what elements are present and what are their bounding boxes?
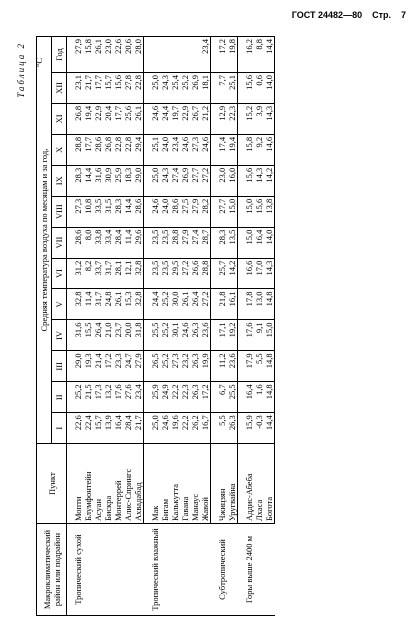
page-header bbox=[292, 10, 406, 24]
point-cell: Блумфонтейн bbox=[83, 444, 93, 524]
value-cell: 25,2 bbox=[160, 320, 170, 351]
point-cell: Асуан bbox=[93, 444, 103, 524]
point-cell: Бигам bbox=[160, 444, 170, 524]
value-cell: 26,3 bbox=[227, 413, 238, 444]
value-cell: 27,2 bbox=[180, 258, 190, 289]
value-cell: 5,5 bbox=[217, 413, 227, 444]
value-cell: 29,0 bbox=[133, 165, 144, 196]
value-cell: 15,9 bbox=[244, 413, 254, 444]
value-cell: 14,8 bbox=[264, 351, 275, 382]
value-cell: 23,0 bbox=[217, 165, 227, 196]
value-cell: 24,7 bbox=[123, 351, 133, 382]
value-cell: 19,8 bbox=[227, 37, 238, 73]
value-cell: 25,9 bbox=[150, 382, 160, 413]
value-cell: 22,2 bbox=[180, 413, 190, 444]
value-cell: 27,9 bbox=[73, 37, 83, 73]
point-cell: Калькутта bbox=[170, 444, 180, 524]
value-cell: 31,2 bbox=[73, 258, 83, 289]
value-cell: 19,2 bbox=[227, 320, 238, 351]
value-cell: 23,4 bbox=[170, 134, 180, 165]
point-cell: Манаус bbox=[190, 444, 200, 524]
value-cell: 25,1 bbox=[150, 134, 160, 165]
value-cell: 30,9 bbox=[103, 165, 113, 196]
value-cell: 25,0 bbox=[150, 165, 160, 196]
value-cell: 27,9 bbox=[180, 227, 190, 258]
value-cell: 23,5 bbox=[150, 258, 160, 289]
value-cell: 25,4 bbox=[170, 72, 180, 103]
point-cell: Богота bbox=[264, 444, 275, 524]
value-cell: 23,5 bbox=[160, 227, 170, 258]
value-cell: 24,3 bbox=[160, 165, 170, 196]
value-cell: 22,9 bbox=[180, 103, 190, 134]
value-cell: 26,9 bbox=[180, 165, 190, 196]
value-cell: 26,1 bbox=[93, 37, 103, 73]
value-cell: 27,4 bbox=[190, 227, 200, 258]
value-cell: 23,6 bbox=[200, 320, 211, 351]
value-cell: 14,3 bbox=[264, 103, 275, 134]
value-cell: 25,9 bbox=[113, 165, 123, 196]
value-cell: 26,2 bbox=[190, 413, 200, 444]
value-cell: 27,9 bbox=[190, 196, 200, 227]
page-number: 7 bbox=[400, 10, 406, 20]
value-cell: 15,7 bbox=[103, 72, 113, 103]
value-cell: 21,7 bbox=[83, 72, 93, 103]
value-cell: 26,5 bbox=[150, 351, 160, 382]
value-cell: 26,7 bbox=[190, 103, 200, 134]
value-cell: 28,4 bbox=[113, 227, 123, 258]
value-cell: 21,2 bbox=[200, 103, 211, 134]
value-cell: 6,7 bbox=[217, 382, 227, 413]
value-cell: -0,3 bbox=[254, 413, 264, 444]
value-cell: 28,3 bbox=[217, 227, 227, 258]
point-cell: Мопти bbox=[73, 444, 83, 524]
value-cell: 17,9 bbox=[244, 351, 254, 382]
region-cell: Тропический сухой bbox=[73, 524, 144, 616]
value-cell: 7,7 bbox=[217, 72, 227, 103]
standard-number: ГОСТ 24482—80 bbox=[291, 10, 363, 20]
month-header: III bbox=[52, 351, 67, 382]
value-cell: 15,2 bbox=[244, 103, 254, 134]
value-cell: 25,2 bbox=[160, 289, 170, 320]
value-cell: 13,5 bbox=[227, 227, 238, 258]
value-cell: 24,4 bbox=[150, 289, 160, 320]
value-cell: 24,6 bbox=[150, 196, 160, 227]
region-cell: Тропический влажный bbox=[150, 524, 211, 616]
point-cell: Чжицзян bbox=[217, 444, 227, 524]
value-cell: 1,6 bbox=[254, 382, 264, 413]
value-cell: 23,3 bbox=[113, 351, 123, 382]
value-cell: 17,7 bbox=[93, 72, 103, 103]
page-label: Стр. bbox=[372, 10, 391, 20]
value-cell: 28,6 bbox=[93, 134, 103, 165]
value-cell: 23,4 bbox=[133, 382, 144, 413]
value-cell: 13,8 bbox=[264, 196, 275, 227]
value-cell: 17,6 bbox=[244, 320, 254, 351]
value-cell: 23,4 bbox=[200, 37, 211, 73]
value-cell: 31,6 bbox=[93, 165, 103, 196]
value-cell: 24,6 bbox=[160, 413, 170, 444]
value-cell: 19,3 bbox=[83, 351, 93, 382]
value-cell: 25,5 bbox=[150, 320, 160, 351]
value-cell: 27,9 bbox=[133, 351, 144, 382]
value-cell: 32,8 bbox=[133, 289, 144, 320]
value-cell: 27,8 bbox=[123, 72, 133, 103]
value-cell: 10,8 bbox=[83, 196, 93, 227]
value-cell: 17,4 bbox=[217, 134, 227, 165]
value-cell: 26,1 bbox=[113, 289, 123, 320]
value-cell: 26,3 bbox=[190, 351, 200, 382]
value-cell: 31,5 bbox=[103, 196, 113, 227]
value-cell bbox=[180, 37, 190, 73]
point-cell: Ахвадабад bbox=[133, 444, 144, 524]
point-cell: Аддис-Абеба bbox=[244, 444, 254, 524]
value-cell: 14,6 bbox=[264, 134, 275, 165]
value-cell: 30,0 bbox=[170, 289, 180, 320]
value-cell: 14,8 bbox=[264, 289, 275, 320]
value-cell: 0,6 bbox=[254, 72, 264, 103]
value-cell: 28,6 bbox=[170, 196, 180, 227]
value-cell: 13,9 bbox=[103, 413, 113, 444]
value-cell: 15,0 bbox=[244, 196, 254, 227]
value-cell: 28,7 bbox=[200, 227, 211, 258]
value-cell bbox=[170, 37, 180, 73]
value-cell: 26,3 bbox=[190, 320, 200, 351]
value-cell: 16,4 bbox=[244, 382, 254, 413]
value-cell: 21,8 bbox=[217, 289, 227, 320]
value-cell: 19,4 bbox=[227, 134, 238, 165]
value-cell: 29,4 bbox=[133, 134, 144, 165]
value-cell: 15,8 bbox=[83, 37, 93, 73]
table-unit: °С bbox=[34, 58, 44, 68]
value-cell: 33,4 bbox=[103, 227, 113, 258]
value-cell: 26,8 bbox=[103, 134, 113, 165]
month-header: XII bbox=[52, 72, 67, 103]
month-header: VI bbox=[52, 258, 67, 289]
value-cell: 14,8 bbox=[264, 382, 275, 413]
value-cell: 28,2 bbox=[200, 196, 211, 227]
value-cell: 22,6 bbox=[73, 413, 83, 444]
value-cell: 16,7 bbox=[200, 413, 211, 444]
value-cell: 26,3 bbox=[190, 382, 200, 413]
value-cell: 31,6 bbox=[73, 320, 83, 351]
value-cell: 22,3 bbox=[227, 103, 238, 134]
value-cell: 26,1 bbox=[180, 289, 190, 320]
value-cell: 15,0 bbox=[227, 196, 238, 227]
value-cell: 23,7 bbox=[113, 320, 123, 351]
value-cell: 25,5 bbox=[227, 382, 238, 413]
table-label: Таблица 2 bbox=[16, 42, 26, 98]
value-cell: 28,3 bbox=[113, 196, 123, 227]
table-row bbox=[217, 37, 227, 616]
value-cell: 11,2 bbox=[217, 351, 227, 382]
value-cell: 27,3 bbox=[190, 134, 200, 165]
value-cell: 19,6 bbox=[170, 413, 180, 444]
value-cell bbox=[160, 37, 170, 73]
value-cell: 16,4 bbox=[113, 413, 123, 444]
value-cell: 27,7 bbox=[190, 165, 200, 196]
value-cell: 8,8 bbox=[254, 37, 264, 73]
value-cell: 24,6 bbox=[180, 320, 190, 351]
value-cell: 11,4 bbox=[83, 289, 93, 320]
value-cell: 14,4 bbox=[123, 196, 133, 227]
point-cell: Лхаса bbox=[254, 444, 264, 524]
value-cell: 20,6 bbox=[123, 37, 133, 73]
value-cell: 29,6 bbox=[133, 227, 144, 258]
value-cell: 24,8 bbox=[103, 289, 113, 320]
value-cell: 27,2 bbox=[200, 165, 211, 196]
group-header: Средняя температура воздуха по месяцам и за год, bbox=[37, 37, 52, 444]
value-cell: 24,0 bbox=[160, 134, 170, 165]
value-cell: 14,2 bbox=[227, 258, 238, 289]
month-header: IV bbox=[52, 320, 67, 351]
value-cell: 11,4 bbox=[123, 227, 133, 258]
point-cell: Алис-Спрингс bbox=[123, 444, 133, 524]
month-header: VIII bbox=[52, 196, 67, 227]
value-cell: 19,9 bbox=[200, 351, 211, 382]
value-cell: 15,6 bbox=[244, 72, 254, 103]
value-cell: 17,2 bbox=[217, 37, 227, 73]
value-cell: 24,0 bbox=[160, 196, 170, 227]
value-cell: 15,6 bbox=[113, 72, 123, 103]
value-cell: 27,3 bbox=[73, 196, 83, 227]
value-cell: 19,4 bbox=[83, 103, 93, 134]
table-body bbox=[67, 37, 275, 616]
value-cell: 12,1 bbox=[123, 258, 133, 289]
value-cell: 16,2 bbox=[244, 37, 254, 73]
value-cell: 22,4 bbox=[83, 413, 93, 444]
value-cell: 16,1 bbox=[227, 289, 238, 320]
value-cell: 13,2 bbox=[103, 382, 113, 413]
rotated-table-block bbox=[14, 36, 394, 616]
value-cell: 17,7 bbox=[83, 134, 93, 165]
value-cell: 27,4 bbox=[170, 165, 180, 196]
point-cell: Мак bbox=[150, 444, 160, 524]
value-cell: 28,1 bbox=[113, 258, 123, 289]
value-cell: 31,7 bbox=[103, 258, 113, 289]
month-header: IX bbox=[52, 165, 67, 196]
value-cell: 20,0 bbox=[123, 320, 133, 351]
value-cell: 20,4 bbox=[103, 103, 113, 134]
value-cell: 25,2 bbox=[73, 382, 83, 413]
value-cell: 22,6 bbox=[113, 37, 123, 73]
value-cell: 17,8 bbox=[244, 289, 254, 320]
table-row bbox=[150, 37, 160, 616]
col-point-header: Пункт bbox=[37, 444, 67, 524]
month-header: V bbox=[52, 289, 67, 320]
value-cell: 21,7 bbox=[133, 413, 144, 444]
value-cell: 5,5 bbox=[254, 351, 264, 382]
value-cell: 27,3 bbox=[170, 351, 180, 382]
value-cell: 12,9 bbox=[217, 103, 227, 134]
value-cell: 14,0 bbox=[264, 72, 275, 103]
point-cell: Гавана bbox=[180, 444, 190, 524]
value-cell: 25,2 bbox=[180, 72, 190, 103]
region-cell: Субтропический bbox=[217, 524, 238, 616]
value-cell: 15,0 bbox=[264, 320, 275, 351]
climate-table bbox=[36, 36, 275, 616]
value-cell: 15,7 bbox=[93, 413, 103, 444]
value-cell: 23,1 bbox=[73, 72, 83, 103]
value-cell: 8,0 bbox=[83, 227, 93, 258]
value-cell: 22,8 bbox=[113, 134, 123, 165]
value-cell: 26,9 bbox=[190, 72, 200, 103]
value-cell: 27,2 bbox=[200, 289, 211, 320]
value-cell: 24,9 bbox=[160, 382, 170, 413]
value-cell: 15,8 bbox=[244, 134, 254, 165]
point-cell: Бискра bbox=[103, 444, 113, 524]
value-cell: 23,5 bbox=[150, 227, 160, 258]
value-cell: 17,2 bbox=[200, 382, 211, 413]
value-cell: 25,0 bbox=[150, 413, 160, 444]
value-cell: 17,6 bbox=[113, 382, 123, 413]
value-cell: 22,8 bbox=[123, 134, 133, 165]
value-cell: 30,1 bbox=[170, 320, 180, 351]
point-cell: Жавой bbox=[200, 444, 211, 524]
value-cell: 18,3 bbox=[123, 165, 133, 196]
value-cell: 9,2 bbox=[254, 134, 264, 165]
value-cell: 27,7 bbox=[217, 196, 227, 227]
year-header: Год bbox=[52, 37, 67, 73]
value-cell: 31,8 bbox=[133, 320, 144, 351]
month-header: VII bbox=[52, 227, 67, 258]
value-cell: 28,6 bbox=[133, 196, 144, 227]
value-cell: 13,0 bbox=[254, 289, 264, 320]
month-header: X bbox=[52, 134, 67, 165]
value-cell: 33,7 bbox=[93, 258, 103, 289]
table-header bbox=[37, 37, 67, 616]
value-cell: 24,6 bbox=[150, 103, 160, 134]
value-cell: 28,8 bbox=[170, 227, 180, 258]
value-cell: 21,5 bbox=[83, 382, 93, 413]
value-cell: 24,6 bbox=[180, 134, 190, 165]
value-cell: 28,4 bbox=[123, 413, 133, 444]
value-cell: 29,0 bbox=[73, 351, 83, 382]
value-cell: 25,1 bbox=[227, 72, 238, 103]
value-cell: 26,1 bbox=[133, 103, 144, 134]
point-cell: Монтеррей bbox=[113, 444, 123, 524]
value-cell: 21,0 bbox=[103, 320, 113, 351]
value-cell bbox=[190, 37, 200, 73]
value-cell: 26,8 bbox=[73, 103, 83, 134]
value-cell: 29,5 bbox=[170, 258, 180, 289]
value-cell: 17,1 bbox=[217, 320, 227, 351]
month-header: I bbox=[52, 413, 67, 444]
value-cell: 8,2 bbox=[83, 258, 93, 289]
value-cell: 17,7 bbox=[113, 103, 123, 134]
value-cell: 14,4 bbox=[264, 413, 275, 444]
value-cell: 32,8 bbox=[133, 258, 144, 289]
value-cell: 15,6 bbox=[244, 165, 254, 196]
value-cell: 14,3 bbox=[264, 258, 275, 289]
value-cell: 33,8 bbox=[93, 227, 103, 258]
value-cell: 28,8 bbox=[200, 258, 211, 289]
value-cell: 15,6 bbox=[254, 196, 264, 227]
value-cell: 23,2 bbox=[180, 351, 190, 382]
value-cell: 27,5 bbox=[180, 196, 190, 227]
value-cell: 16,6 bbox=[244, 258, 254, 289]
point-cell: Уругвайна bbox=[227, 444, 238, 524]
value-cell: 24,3 bbox=[160, 72, 170, 103]
value-cell: 23,5 bbox=[160, 258, 170, 289]
value-cell: 31,7 bbox=[93, 289, 103, 320]
value-cell: 28,0 bbox=[133, 37, 144, 73]
value-cell: 33,5 bbox=[93, 196, 103, 227]
value-cell: 25,7 bbox=[217, 258, 227, 289]
value-cell: 24,6 bbox=[200, 134, 211, 165]
value-cell: 15,0 bbox=[244, 227, 254, 258]
value-cell: 21,4 bbox=[93, 351, 103, 382]
value-cell: 26,4 bbox=[190, 289, 200, 320]
value-cell: 28,8 bbox=[73, 134, 83, 165]
value-cell: 16,0 bbox=[227, 165, 238, 196]
value-cell: 17,2 bbox=[103, 351, 113, 382]
table-row bbox=[73, 37, 83, 616]
value-cell: 22,2 bbox=[170, 382, 180, 413]
value-cell: 14,2 bbox=[264, 165, 275, 196]
value-cell: 15,3 bbox=[123, 289, 133, 320]
month-header: XI bbox=[52, 103, 67, 134]
value-cell: 3,9 bbox=[254, 103, 264, 134]
value-cell: 28,3 bbox=[73, 165, 83, 196]
value-cell: 25,2 bbox=[160, 351, 170, 382]
value-cell: 25,6 bbox=[123, 103, 133, 134]
month-header: II bbox=[52, 382, 67, 413]
value-cell: 22,3 bbox=[180, 382, 190, 413]
value-cell: 14,4 bbox=[83, 165, 93, 196]
value-cell: 17,0 bbox=[254, 258, 264, 289]
value-cell: 24,4 bbox=[160, 103, 170, 134]
table-row bbox=[244, 37, 254, 616]
value-cell: 14,0 bbox=[264, 227, 275, 258]
value-cell: 26,4 bbox=[93, 320, 103, 351]
region-cell: Горы выше 2400 м bbox=[244, 524, 275, 616]
value-cell: 23,0 bbox=[103, 37, 113, 73]
value-cell: 27,6 bbox=[123, 382, 133, 413]
value-cell: 28,6 bbox=[73, 227, 83, 258]
value-cell: 25,0 bbox=[150, 72, 160, 103]
value-cell bbox=[150, 37, 160, 73]
value-cell: 14,4 bbox=[264, 37, 275, 73]
value-cell: 22,8 bbox=[133, 72, 144, 103]
value-cell: 15,5 bbox=[83, 320, 93, 351]
value-cell: 16,4 bbox=[254, 227, 264, 258]
value-cell: 18,1 bbox=[200, 72, 211, 103]
value-cell: 14,3 bbox=[254, 165, 264, 196]
value-cell: 26,6 bbox=[190, 258, 200, 289]
value-cell: 23,6 bbox=[227, 351, 238, 382]
value-cell: 22,9 bbox=[93, 103, 103, 134]
col-region-header: Макроклиматический район или подрайон bbox=[37, 524, 67, 616]
value-cell: 32,8 bbox=[73, 289, 83, 320]
value-cell: 9,1 bbox=[254, 320, 264, 351]
value-cell: 19,7 bbox=[170, 103, 180, 134]
value-cell: 17,3 bbox=[93, 382, 103, 413]
